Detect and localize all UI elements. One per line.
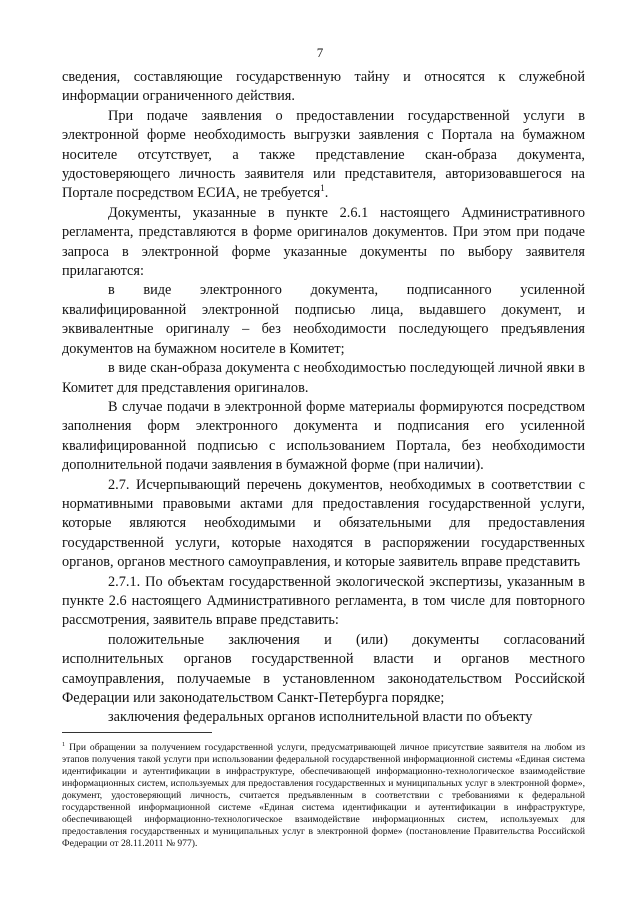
page-number: 7 [316,45,324,60]
paragraph-text-end: . [324,185,329,202]
footnote [62,742,585,850]
paragraph: положительные заключения и (или) документы согласований исполнительных органов государственной власти и органов местного самоуправления, получаемые в установленном законодательством Российской Федерации или законодательством Санкт-Петербурга порядке; [62,631,585,706]
footnote-marker: 1 [62,740,66,748]
footnotes [62,742,585,850]
paragraph-text: При подаче заявления о предоставлении государственной услуги в электронной форме необходимость выгрузки заявления с Портала на бумажном носителе отсутствует, а также представление скан-образа документа, удостоверяющего личность заявителя или представителя, авторизовавшегося на Портале посредством ЕСИА, не требуется [62,107,585,202]
paragraph: В случае подачи в электронной форме материалы формируются посредством заполнения форм электронного документа и подписания его усиленной квалифицированной подписью с использованием Портала, без необходимости дополнительной подачи заявления в бумажной форме (при наличии). [62,398,585,474]
footnote-reference: 1 [320,184,325,195]
paragraph [62,107,585,204]
paragraph: 2.7.1. По объектам государственной экологической экспертизы, указанным в пункте 2.6 настоящего Административного регламента, в том числе для повторного рассмотрения, заявитель вправе представить: [62,573,585,629]
paragraph: заключения федеральных органов исполнительной власти по объекту [108,709,533,726]
paragraph: Документы, указанные в пункте 2.6.1 настоящего Административного регламента, представляются в форме оригиналов документов. При этом при подаче запроса в электронной форме указанные документы по выбору заявителя прилагаются: [62,204,585,280]
paragraph: 2.7. Исчерпывающий перечень документов, необходимых в соответствии с нормативными правовыми актами для предоставления государственной услуги, которые являются необходимыми и обязательными для предоставления государственной услуги, которые находятся в распоряжении государственных органов, органов местного самоуправления, и которые заявитель вправе представить [62,476,585,571]
footnote-text: При обращении за получением государственной услуги, предусматривающей личное присутствие заявителя на любом из этапов получения такой услуги при использовании федеральной государственной информационной системы «Единая система идентификации и аутентификации в инфраструктуре, обеспечивающей информационно-технологическое взаимодействие информационных систем, используемых для предоставления государственных и муниципальных услуг в электронной форме», документ, удостоверяющий личность, считается предъявленным в соответствии с требованиями к федеральной государственной информационной системе «Единая система идентификации и аутентификации в инфраструктуре, обеспечивающей информационно-технологическое взаимодействие информационных систем, используемых для предоставления государственных и муниципальных услуг в электронной форме» (постановление Правительства Российской Федерации от 28.11.2011 № 977). [62,742,585,849]
paragraph: в виде электронного документа, подписанного усиленной квалифицированной электронной подписью лица, выдавшего документ, и эквивалентные оригиналу – без необходимости последующего предъявления документов на бумажном носителе в Комитет; [62,282,585,357]
paragraph: сведения, составляющие государственную тайну и относятся к служебной информации ограниченного действия. [62,69,585,105]
paragraph: в виде скан-образа документа с необходимостью последующей личной явки в Комитет для представления оригиналов. [62,360,585,396]
body-text [62,68,585,728]
footnote-separator [62,732,212,733]
